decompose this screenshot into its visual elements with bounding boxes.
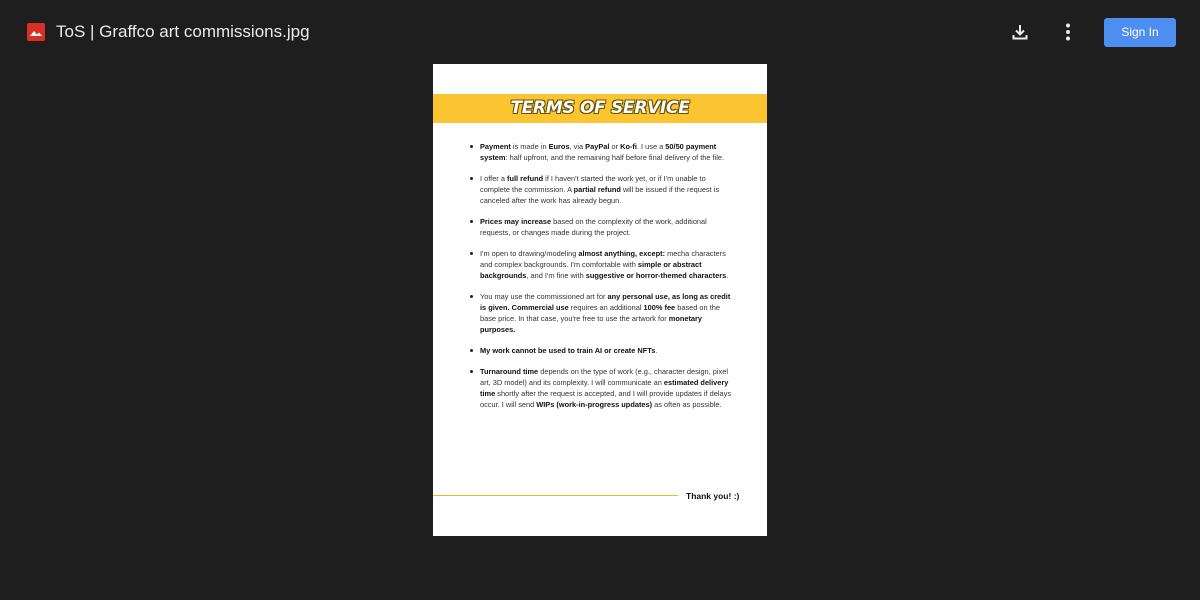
bold-text: monetary purposes. [480,314,703,334]
body-text: . I use a [636,142,666,151]
bold-text: Payment [480,142,511,151]
more-vertical-icon[interactable] [1054,18,1082,46]
body-text: I'm open to drawing/modeling [480,249,579,258]
image-file-icon [27,23,45,41]
list-item [469,141,737,163]
bold-text: Ko-fi [620,142,637,151]
closing-text: Thank you! :) [686,491,740,501]
body-text: or [609,142,621,151]
footer-rule [433,495,678,496]
body-text: , and I'm fine with [526,271,586,280]
body-text: based on the complexity of the work, additional requests, or changes made during the project. [480,217,707,237]
bold-text: simple or abstract backgrounds [480,260,702,280]
document-heading: TERMS OF SERVICE [510,98,690,118]
bold-text: any personal use, as long as credit is given. [480,292,731,312]
body-text: if I haven't started the work yet, or if I'm unable to complete the commission. A [480,174,706,194]
list-item [469,173,737,206]
list-item [469,216,737,238]
body-text: is made in [510,142,549,151]
bold-text: PayPal [585,142,610,151]
body-text: : half upfront, and the remaining half before final delivery of the file. [505,153,725,162]
list-item [469,248,737,281]
body-text: . [655,346,658,355]
body-text: based on the base price. In that case, you're free to use the artwork for [480,303,720,323]
list-item [469,345,737,356]
bold-text: My work cannot be used to train AI or create NFTs [480,346,656,355]
bold-text: full refund [506,174,544,183]
document-image [433,64,767,536]
terms-list [469,141,737,420]
body-text: . [726,271,729,280]
file-title: ToS | Graffco art commissions.jpg [56,22,310,41]
bold-text: Turnaround time [480,367,539,376]
bold-text: Euros [548,142,570,151]
list-item [469,366,737,410]
body-text: I offer a [480,174,507,183]
bold-text: Commercial use [511,303,569,312]
bold-text: Prices may increase [480,217,552,226]
bold-text: 100% fee [643,303,676,312]
bold-text: almost anything, except: [578,249,666,258]
bold-text: estimated delivery time [480,378,729,398]
body-text: , via [569,142,586,151]
body-text: as often as possible. [652,400,722,409]
body-text: requires an additional [568,303,644,312]
bold-text: suggestive or horror-themed characters [585,271,727,280]
body-text: You may use the commissioned art for [480,292,608,301]
viewer-toolbar [0,0,1200,64]
bold-text: WIPs (work-in-progress updates) [536,400,653,409]
body-text: will be issued if the request is canceled after the work has already begun. [480,185,720,205]
download-icon[interactable] [1006,18,1034,46]
sign-in-button[interactable]: Sign In [1104,18,1176,47]
body-text: depends on the type of work (e.g., character design, pixel art, 3D model) and its complexity. I will communicate an [480,367,728,387]
list-item [469,291,737,335]
body-text: shortly after the request is accepted, and I will provide updates if delays occur. I will send [480,389,732,409]
bold-text: 50/50 payment system [480,142,717,162]
body-text: mecha characters and complex backgrounds. I'm comfortable with [480,249,726,269]
bold-text: partial refund [573,185,621,194]
